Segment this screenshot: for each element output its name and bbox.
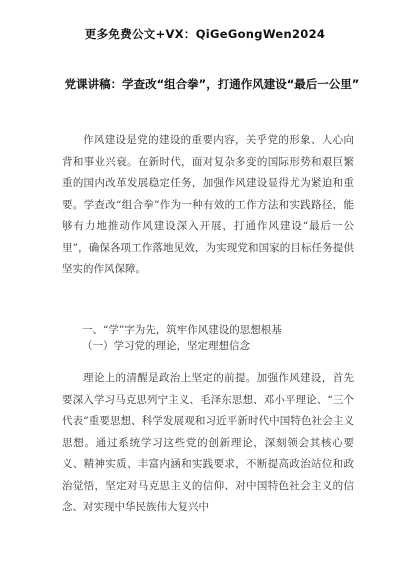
body-paragraph: 理论上的清醒是政治上坚定的前提。加强作风建设，首先要深入学习马克思列宁主义、毛泽东思想、邓小平理论、“三个代表”重要思想、科学发展观和习近平新时代中国特色社会主义思想。通过系统学习这些党的创新理论，深刻领会其核心要义、精神实质、丰富内涵和实践要求，不断提高政治站位和政治觉悟，坚定对马克思主义的信仰、对中国特色社会主义的信念、对实现中华民族伟大复兴中 (62, 372, 354, 513)
section-heading: 一、“学”字为先，筑牢作风建设的思想根基 (82, 324, 282, 336)
body-paragraph-clip (62, 368, 354, 578)
subsection-heading: （一）学习党的理论，坚定理想信念 (82, 340, 250, 352)
document-title: 党课讲稿：学查改“组合拳”，打通作风建设“最后一公里” (64, 77, 360, 91)
intro-paragraph: 作风建设是党的建设的重要内容，关乎党的形象、人心向背和事业兴衰。在新时代，面对复杂多变的国际形势和艰巨繁重的国内改革发展稳定任务，加强作风建设显得尤为紧迫和重要。学查改“组合拳”作为一种有效的工作方法和实践路径，能够有力地推动作风建设深入开展，打通作风建设“最后一公里”，确保各项工作落地见效，为实现党和国家的目标任务提供坚实的作风保障。 (62, 134, 354, 275)
promo-header: 更多免费公文+VX：QiGeGongWen2024 (84, 27, 326, 41)
